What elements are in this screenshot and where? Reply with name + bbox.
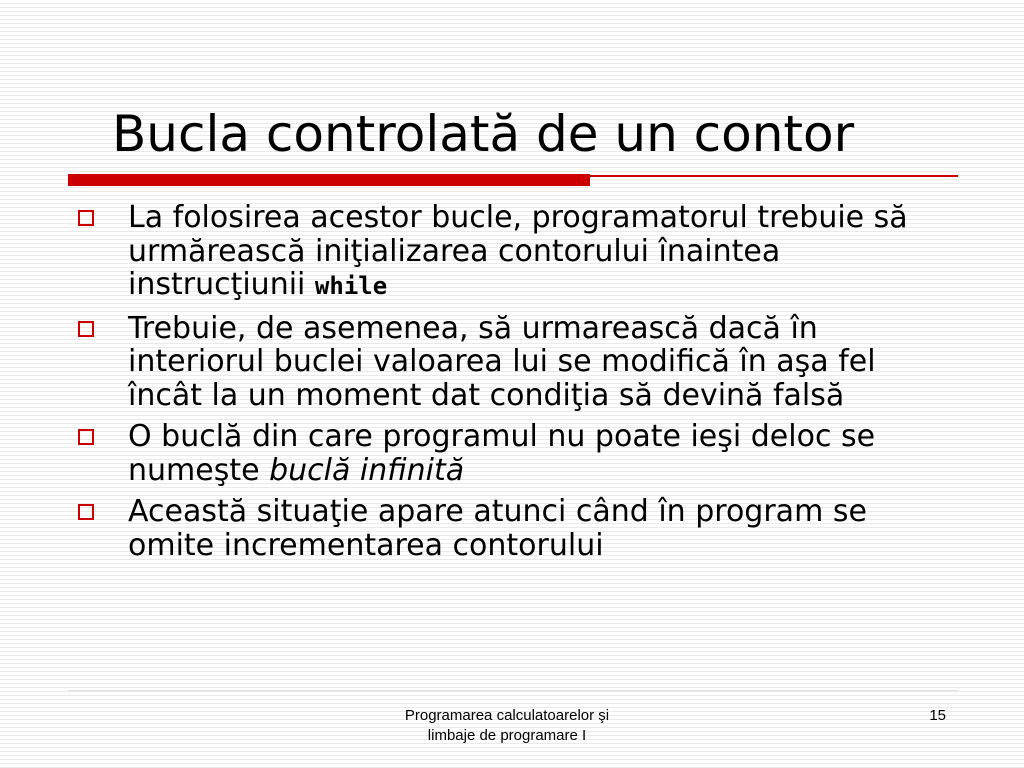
bullet-item — [78, 420, 978, 487]
bullet-item — [78, 201, 978, 304]
bullet-text-plain: O buclă din care programul nu poate ieşi deloc se numeşte — [128, 419, 876, 488]
square-outline-bullet-icon — [78, 210, 94, 226]
code-keyword: while — [314, 272, 388, 300]
bullet-text: Această situaţie apare atunci când în program se omite incrementarea contorului — [128, 494, 867, 563]
bullet-text: Trebuie, de asemenea, să urmarească dacă în interiorul buclei valoarea lui se modifică în aşa fel încât la un moment dat condiţia să devină falsă — [128, 310, 876, 413]
footer-line-2: limbaje de programare I — [427, 727, 587, 744]
bullet-item — [78, 495, 978, 562]
bullet-item — [78, 312, 978, 413]
bullet-text-plain: La folosirea acestor bucle, programatorul trebuie să urmărească iniţializarea contorului înaintea instrucţiunii — [128, 200, 908, 302]
slide-number: 15 — [929, 707, 946, 724]
slide-title: Bucla controlată de un contor — [112, 105, 855, 163]
square-outline-bullet-icon — [78, 429, 94, 445]
square-outline-bullet-icon — [78, 504, 94, 520]
square-outline-bullet-icon — [78, 321, 94, 337]
title-underline-thick — [68, 174, 590, 186]
bullet-text — [128, 420, 958, 487]
title-underline-thin — [590, 175, 958, 177]
footer-line-1: Programarea calculatoarelor şi — [404, 707, 610, 724]
footer-course-title — [342, 706, 672, 746]
bullet-list — [78, 201, 978, 570]
bullet-text — [128, 201, 958, 304]
footer-divider — [68, 690, 958, 691]
emphasized-term: buclă infinită — [269, 452, 465, 488]
